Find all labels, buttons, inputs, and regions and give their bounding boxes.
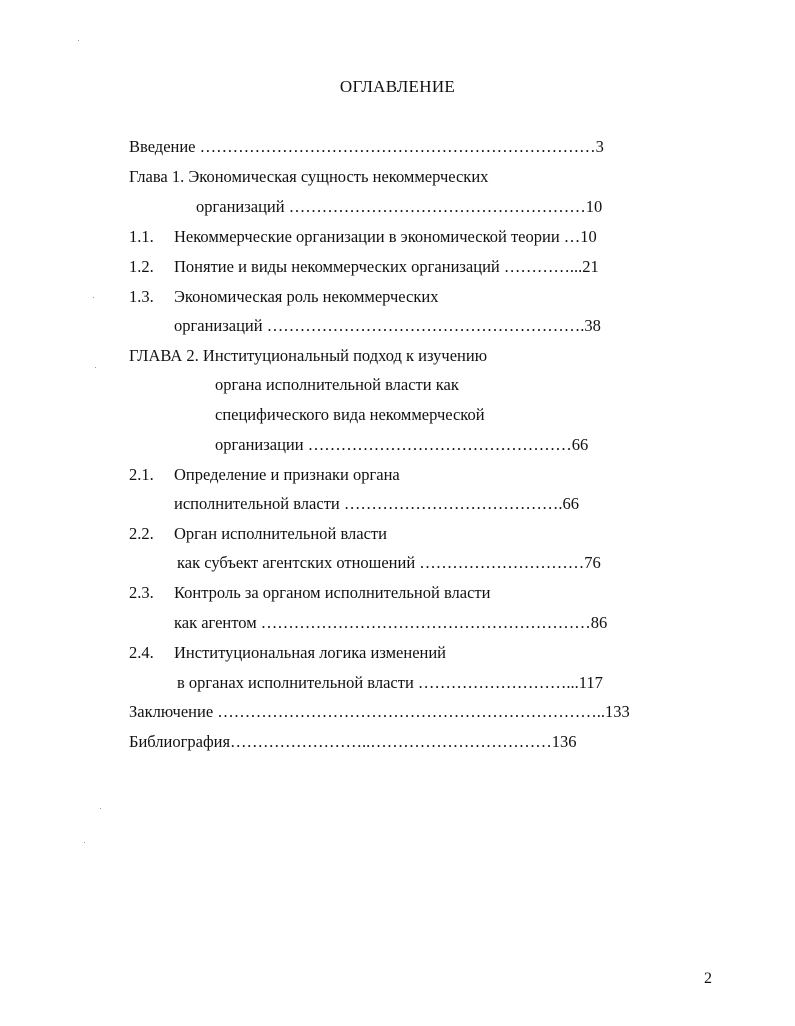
toc-entry-chapter-1-title: Глава 1. Экономическая сущность некоммерческих bbox=[129, 167, 489, 186]
toc-entry-section-2-2-title: Орган исполнительной власти bbox=[174, 524, 387, 543]
scan-speck bbox=[95, 367, 96, 368]
toc-section-number-2-1: 2.1. bbox=[129, 465, 154, 484]
scan-speck bbox=[100, 808, 101, 809]
toc-entry-section-1-3-title: Экономическая роль некоммерческих bbox=[174, 287, 439, 306]
scan-speck bbox=[84, 842, 85, 843]
toc-entry-chapter-2-line-2: органа исполнительной власти как bbox=[215, 375, 459, 394]
scan-speck bbox=[78, 40, 79, 41]
toc-entry-chapter-2-line-4: организации …………………………………………66 bbox=[215, 435, 589, 454]
toc-entry-chapter-2-title: ГЛАВА 2. Институциональный подход к изучению bbox=[129, 346, 488, 365]
toc-entry-conclusion: Заключение ……………………………………………………………..133 bbox=[129, 702, 630, 721]
toc-section-number-1-1: 1.1. bbox=[129, 227, 154, 246]
toc-entry-section-1-3-continuation: организаций ………………………………………………….38 bbox=[174, 316, 601, 335]
scan-speck bbox=[93, 297, 94, 298]
toc-entry-intro: Введение ………………………………………………………………3 bbox=[129, 137, 604, 156]
toc-section-number-2-3: 2.3. bbox=[129, 583, 154, 602]
page-title: ОГЛАВЛЕНИЕ bbox=[339, 77, 456, 96]
toc-section-number-2-2: 2.2. bbox=[129, 524, 154, 543]
toc-entry-chapter-1-continuation: организаций ………………………………………………10 bbox=[196, 197, 603, 216]
toc-section-number-1-3: 1.3. bbox=[129, 287, 154, 306]
toc-entry-section-1-2: Понятие и виды некоммерческих организаций …………...21 bbox=[174, 257, 599, 276]
toc-entry-chapter-2-line-3: специфического вида некоммерческой bbox=[215, 405, 485, 424]
toc-section-number-1-2: 1.2. bbox=[129, 257, 154, 276]
toc-entry-section-2-1-title: Определение и признаки органа bbox=[174, 465, 400, 484]
toc-entry-section-2-4-title: Институциональная логика изменений bbox=[174, 643, 447, 662]
toc-entry-section-2-3-continuation: как агентом ……………………………………………………86 bbox=[174, 613, 608, 632]
toc-entry-section-1-1: Некоммерческие организации в экономической теории …10 bbox=[174, 227, 597, 246]
toc-entry-section-2-2-continuation: как субъект агентских отношений …………………………76 bbox=[177, 553, 601, 572]
toc-entry-section-2-1-continuation: исполнительной власти ………………………………….66 bbox=[174, 494, 579, 513]
toc-section-number-2-4: 2.4. bbox=[129, 643, 154, 662]
toc-entry-section-2-3-title: Контроль за органом исполнительной власти bbox=[174, 583, 491, 602]
toc-entry-section-2-4-continuation: в органах исполнительной власти ………………………...117 bbox=[177, 673, 603, 692]
page-number: 2 bbox=[704, 970, 712, 987]
toc-entry-bibliography: Библиография……………………..……………………………136 bbox=[129, 732, 577, 751]
